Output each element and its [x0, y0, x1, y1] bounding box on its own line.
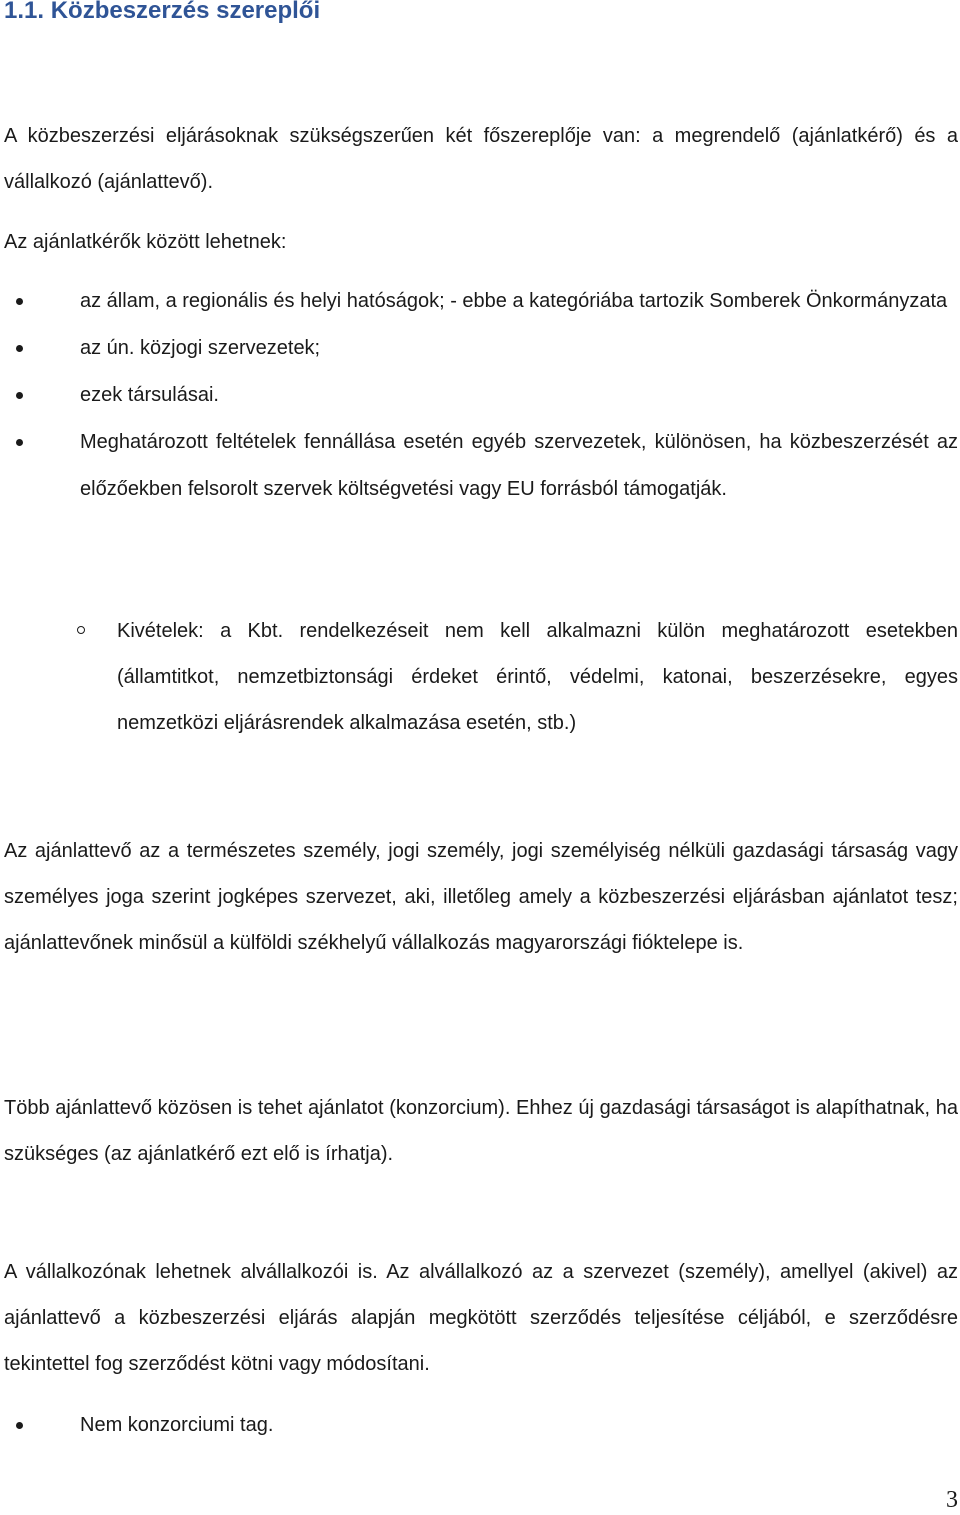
list-item: [80, 325, 958, 372]
list-item: [80, 278, 958, 325]
exception-item: [117, 608, 958, 746]
list-item-text: az állam, a regionális és helyi hatóságok; - ebbe a kategóriába tartozik Somberek Önkormányzata: [80, 290, 948, 312]
subcontractor-list: [80, 1402, 958, 1449]
page-number: 3: [946, 1487, 958, 1513]
list-item: [80, 1402, 958, 1449]
bullet-icon: [16, 439, 23, 446]
list-item-text: Nem konzorciumi tag.: [80, 1414, 274, 1436]
list-item-text: Meghatározott feltételek fennállása esetén egyéb szervezetek, különösen, ha közbeszerzését az előzőekben felsorolt szervek költségvetési vagy EU forrásból támogatják.: [80, 431, 958, 500]
subcontractor-paragraph: A vállalkozónak lehetnek alvállalkozói is. Az alvállalkozó az a szervezet (személy), amellyel (akivel) az ajánlattevő a közbeszerzési eljárás alapján megkötött szerződés teljesítése céljából, e szerződésre tekintettel fog szerződést kötni vagy módosítani.: [4, 1261, 958, 1375]
section-heading: 1.1. Közbeszerzés szereplői: [4, 0, 321, 24]
list-item-text: ezek társulásai.: [80, 384, 219, 406]
bullet-icon: [16, 1422, 23, 1429]
list-item: [80, 372, 958, 419]
list-item: [80, 419, 958, 513]
consortium-paragraph: Több ajánlattevő közösen is tehet ajánlatot (konzorcium). Ehhez új gazdasági társaságot is alapíthatnak, ha szükséges (az ajánlatkérő ezt elő is írhatja).: [4, 1097, 958, 1165]
exception-text: Kivételek: a Kbt. rendelkezéseit nem kell alkalmazni külön meghatározott esetekben (államtitkot, nemzetbiztonsági érdeket érintő, védelmi, katonai, beszerzésekre, egyes nemzetközi eljárásrendek alkalmazása esetén, stb.): [117, 620, 958, 734]
intro-paragraph: A közbeszerzési eljárásoknak szükségszerűen két főszereplője van: a megrendelő (ajánlatkérő) és a vállalkozó (ajánlattevő).: [4, 125, 958, 193]
bullet-icon: [16, 298, 23, 305]
bullet-icon: [16, 345, 23, 352]
requesters-intro: Az ajánlatkérők között lehetnek:: [4, 231, 287, 253]
list-item-text: az ún. közjogi szervezetek;: [80, 337, 321, 359]
bidder-definition-paragraph: Az ajánlattevő az a természetes személy, jogi személy, jogi személyiség nélküli gazdasági társaság vagy személyes joga szerint jogképes szervezet, aki, illetőleg amely a közbeszerzési eljárásban ajánlatot tesz; ajánlattevőnek minősül a külföldi székhelyű vállalkozás magyarországi fióktelepe is.: [4, 840, 958, 954]
circle-bullet-icon: [77, 626, 85, 634]
bullet-icon: [16, 392, 23, 399]
requesters-list: [80, 278, 958, 513]
